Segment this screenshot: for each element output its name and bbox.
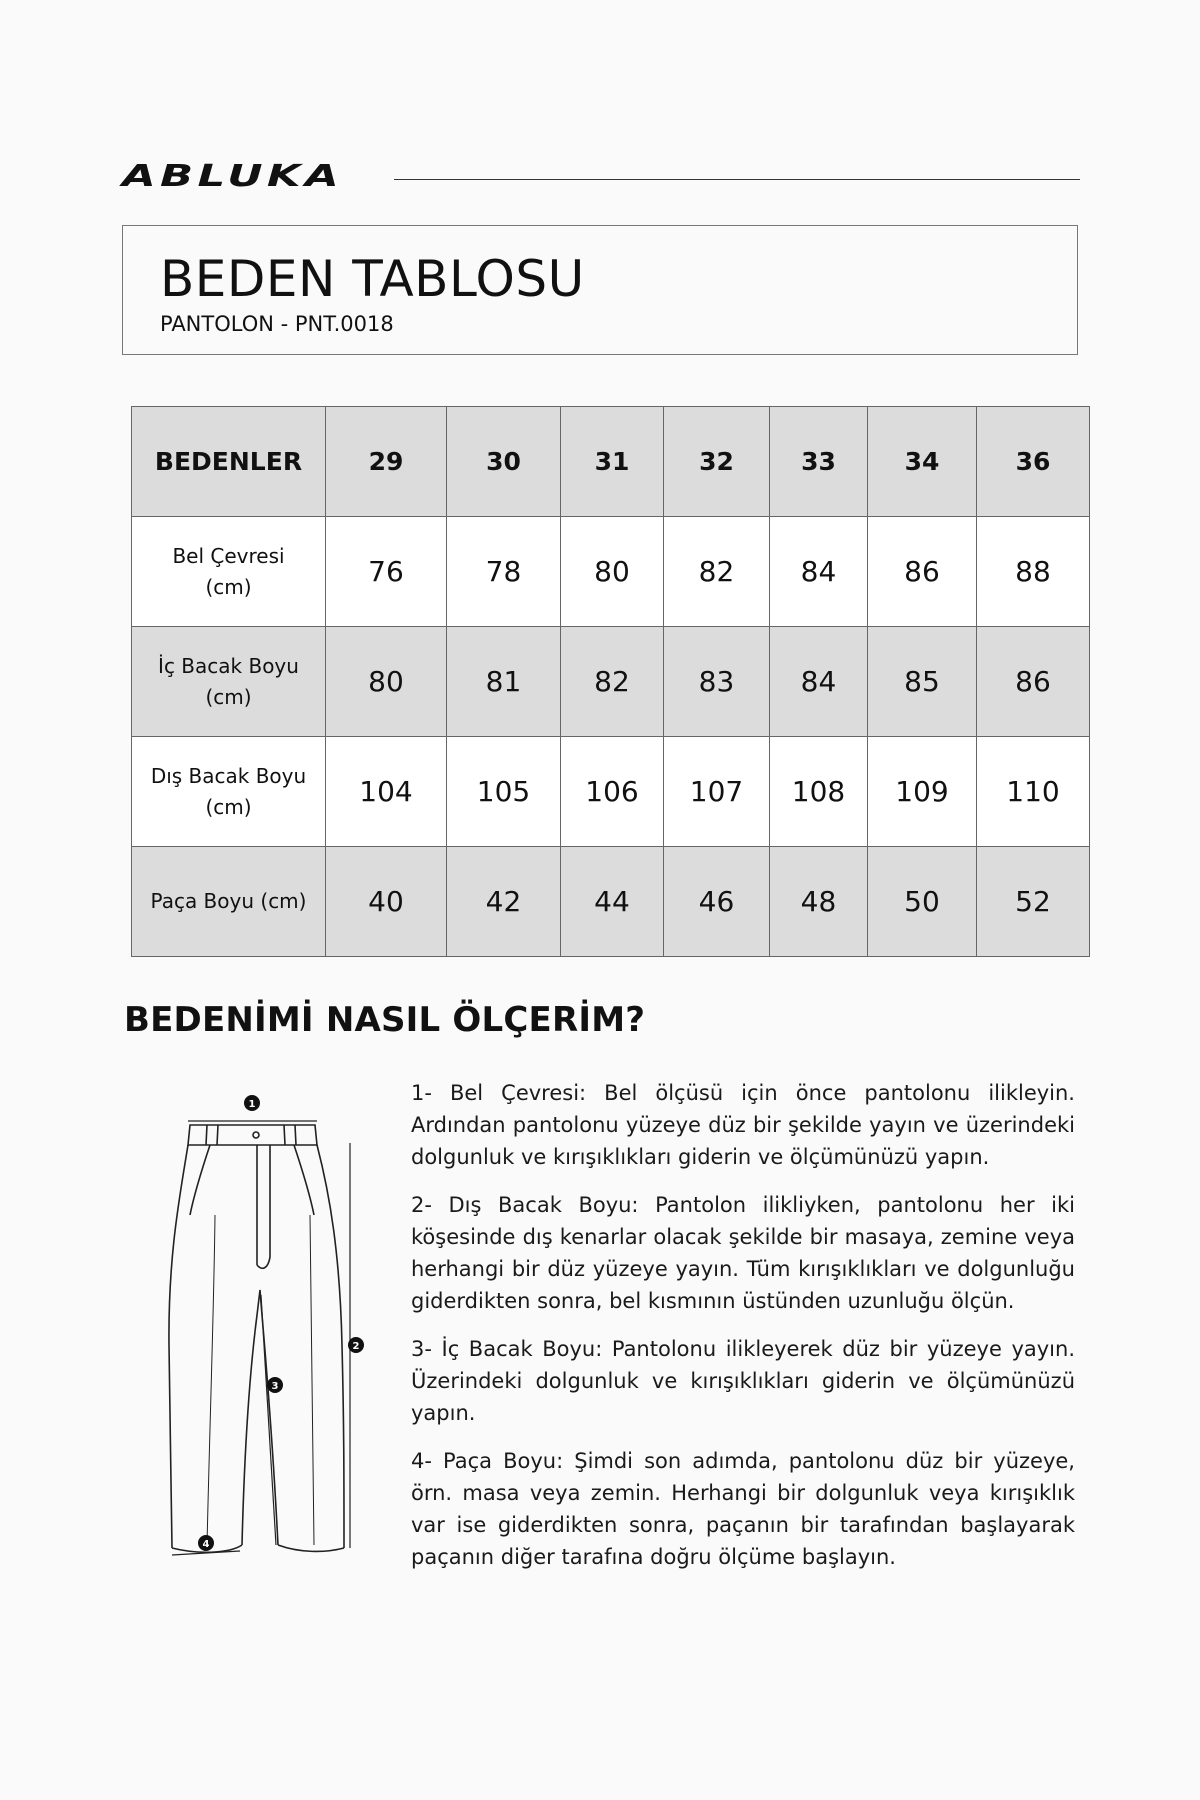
size-header: 32 <box>664 407 770 517</box>
instruction-inner-leg: 3- İç Bacak Boyu: Pantolonu ilikleyerek düz bir yüzeye yayın. Üzerindeki dolgunluk ve kırışıklıkları giderin ve ölçümünüzü yapın. <box>411 1337 1075 1425</box>
table-cell: 52 <box>977 847 1090 957</box>
table-cell: 80 <box>326 627 447 737</box>
title-box <box>122 225 1078 355</box>
row-label-text: Paça Boyu (cm) <box>150 889 307 913</box>
size-header: 31 <box>561 407 664 517</box>
table-cell: 50 <box>868 847 977 957</box>
row-label <box>132 517 326 627</box>
table-row <box>132 627 1090 737</box>
row-label <box>132 737 326 847</box>
row-label <box>132 847 326 957</box>
size-header: 36 <box>977 407 1090 517</box>
table-cell: 44 <box>561 847 664 957</box>
table-row <box>132 737 1090 847</box>
table-cell: 84 <box>770 517 868 627</box>
table-row <box>132 517 1090 627</box>
marker-4: 4 <box>202 1539 210 1550</box>
table-cell: 86 <box>868 517 977 627</box>
pants-measurement-diagram-icon <box>160 1085 380 1565</box>
size-header: 30 <box>447 407 561 517</box>
product-code: PANTOLON - PNT.0018 <box>160 312 394 336</box>
size-header: 34 <box>868 407 977 517</box>
table-cell: 107 <box>664 737 770 847</box>
measurement-instructions <box>411 1077 1075 1589</box>
table-row <box>132 847 1090 957</box>
marker-3: 3 <box>271 1381 279 1392</box>
table-cell: 110 <box>977 737 1090 847</box>
brand-logo: ABLUKA <box>122 159 343 194</box>
table-cell: 84 <box>770 627 868 737</box>
row-label-text: İç Bacak Boyu (cm) <box>158 653 299 709</box>
row-label-text: Bel Çevresi (cm) <box>172 543 285 599</box>
size-header: 33 <box>770 407 868 517</box>
table-cell: 76 <box>326 517 447 627</box>
table-cell: 42 <box>447 847 561 957</box>
brand-header <box>122 159 1080 194</box>
table-cell: 106 <box>561 737 664 847</box>
table-cell: 81 <box>447 627 561 737</box>
table-cell: 88 <box>977 517 1090 627</box>
page-title: BEDEN TABLOSU <box>160 250 585 308</box>
how-to-measure-title: BEDENİMİ NASIL ÖLÇERİM? <box>124 1000 646 1040</box>
table-cell: 82 <box>664 517 770 627</box>
table-cell: 104 <box>326 737 447 847</box>
marker-2: 2 <box>352 1341 360 1352</box>
table-cell: 80 <box>561 517 664 627</box>
sizes-header: BEDENLER <box>132 407 326 517</box>
table-cell: 78 <box>447 517 561 627</box>
marker-1: 1 <box>248 1099 256 1110</box>
table-cell: 40 <box>326 847 447 957</box>
table-cell: 48 <box>770 847 868 957</box>
instruction-outer-leg: 2- Dış Bacak Boyu: Pantolon ilikliyken, pantolonu her iki köşesinde dış kenarlar olacak şekilde bir masaya, zemine veya herhangi bir düz yüzeye yayın. Tüm kırışıklıkları ve dolgunluğu giderdikten sonra, bel kısmının üstünden uzunluğu ölçün. <box>411 1193 1075 1313</box>
table-cell: 109 <box>868 737 977 847</box>
table-cell: 108 <box>770 737 868 847</box>
row-label-text: Dış Bacak Boyu (cm) <box>150 763 307 819</box>
header-divider <box>394 179 1080 180</box>
row-label <box>132 627 326 737</box>
instruction-waist: 1- Bel Çevresi: Bel ölçüsü için önce pantolonu ilikleyin. Ardından pantolonu yüzeye düz bir şekilde yayın ve üzerindeki dolgunluk ve kırışıklıkları giderin ve ölçümünüzü yapın. <box>411 1081 1075 1169</box>
table-cell: 105 <box>447 737 561 847</box>
table-cell: 85 <box>868 627 977 737</box>
table-cell: 46 <box>664 847 770 957</box>
size-table <box>131 406 1090 957</box>
table-cell: 86 <box>977 627 1090 737</box>
table-header-row <box>132 407 1090 517</box>
table-cell: 82 <box>561 627 664 737</box>
size-header: 29 <box>326 407 447 517</box>
instruction-hem: 4- Paça Boyu: Şimdi son adımda, pantolonu düz bir yüzeye, örn. masa veya zemin. Herhangi bir dolgunluk veya kırışıklık var ise giderdikten sonra, paçanın bir tarafından başlayarak paçanın diğer tarafına doğru ölçüme başlayın. <box>411 1449 1075 1569</box>
table-cell: 83 <box>664 627 770 737</box>
